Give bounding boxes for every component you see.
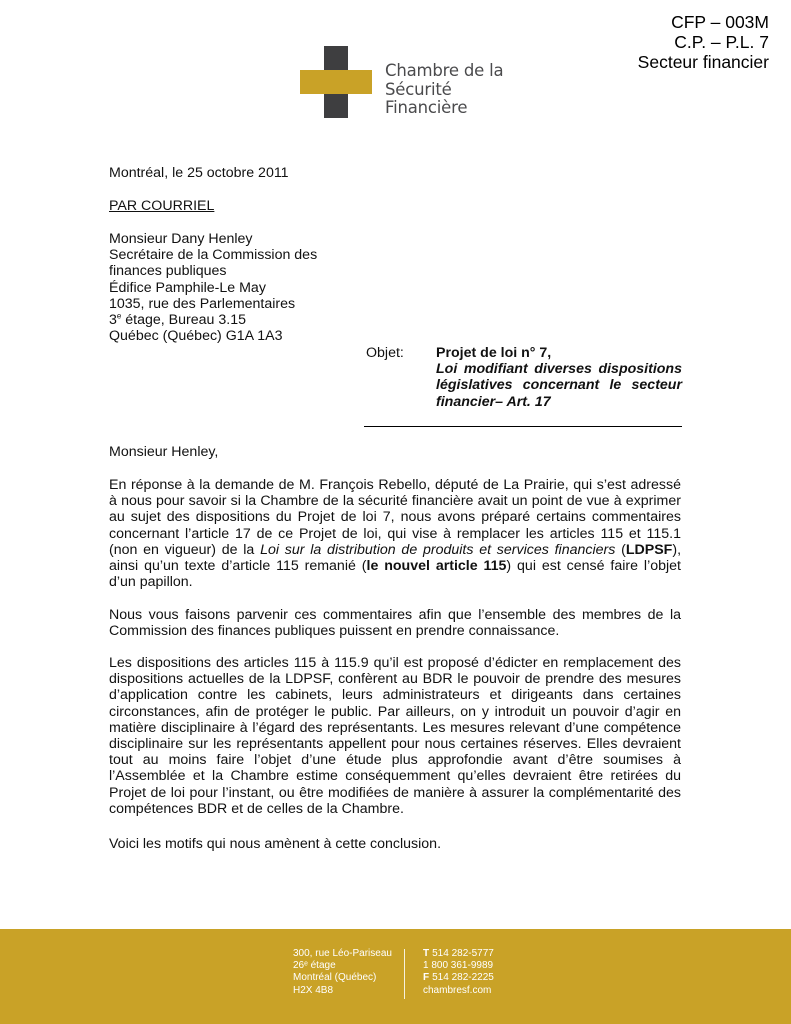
reference-sector: Secteur financier <box>637 52 769 72</box>
p1-law-name: Loi sur la distribution de produits et services financiers <box>260 541 616 558</box>
reference-bill: C.P. – P.L. 7 <box>674 32 769 52</box>
paragraph-2: Nous vous faisons parvenir ces commentaires afin que l’ensemble des membres de la Commission des finances publiques puissent en prendre connaissance. <box>109 607 681 640</box>
chambre-logo-icon <box>300 46 372 118</box>
p1-text-d: ) qui est censé faire l’objet d’un papillon. <box>109 558 681 591</box>
paragraph-4: Voici les motifs qui nous amènent à cette conclusion. <box>109 836 442 852</box>
floor-rest: étage, Bureau 3.15 <box>121 312 246 329</box>
footer-website[interactable]: chambresf.com <box>423 984 492 996</box>
document-reference <box>638 12 769 72</box>
reference-code: CFP – 003M <box>671 12 769 32</box>
footer-tollfree: 1 800 361-9989 <box>423 960 494 972</box>
footer-phone <box>423 948 494 960</box>
recipient-address <box>109 231 317 344</box>
subject-bill: Projet de loi n° 7, <box>436 345 552 361</box>
floor-suffix: e <box>116 311 122 321</box>
logo-line-2: Sécurité <box>385 79 452 99</box>
paragraph-1 <box>109 477 681 590</box>
recipient-name: Monsieur Dany Henley <box>109 231 253 247</box>
subject-divider <box>364 426 682 427</box>
subject-body <box>436 345 682 410</box>
footer-address-line: 26ᵉ étage <box>293 960 336 972</box>
p1-acronym: LDPSF <box>625 541 673 558</box>
footer-fax <box>423 972 494 984</box>
footer-address-line: 300, rue Léo-Pariseau <box>293 948 392 959</box>
footer-contact <box>423 948 494 997</box>
p1-new-article: le nouvel article 115 <box>366 558 507 575</box>
letter-date: Montréal, le 25 octobre 2011 <box>109 165 289 181</box>
logo-line-1: Chambre de la <box>385 61 504 80</box>
subject-title-line <box>436 361 682 410</box>
footer-separator <box>404 949 405 999</box>
logo-wordmark <box>385 62 503 118</box>
p1-text-b: ( <box>615 541 626 558</box>
recipient-city: Québec (Québec) G1A 1A3 <box>109 328 283 345</box>
subject-law-title: Loi modifiant diverses dispositions législatives concernant le secteur financier <box>436 361 682 410</box>
footer-address <box>293 948 392 997</box>
recipient-title-line-2: finances publiques <box>109 263 227 280</box>
footer-address-line: Montréal (Québec) <box>293 972 377 984</box>
letterhead-footer <box>0 929 791 1024</box>
salutation: Monsieur Henley, <box>109 444 219 460</box>
logo-line-3: Financière <box>385 98 468 117</box>
p1-text-c: ), ainsi qu’un texte d’article 115 remanié ( <box>109 541 682 575</box>
fax-label: F <box>423 972 430 984</box>
subject-label: Objet: <box>366 345 404 361</box>
floor-number: 3 <box>109 312 117 329</box>
subject-article: – Art. 17 <box>495 393 551 410</box>
recipient-building: Édifice Pamphile-Le May <box>109 279 266 296</box>
phone-number: 514 282-5777 <box>432 948 494 959</box>
recipient-street: 1035, rue des Parlementaires <box>109 295 296 312</box>
paragraph-3: Les dispositions des articles 115 à 115.9 qu’il est proposé d’édicter en remplacement des dispositions actuelles de la LDPSF, confèrent au BDR le pouvoir de prendre des mesures d’application contre les cabinets, leurs administrateurs et dirigeants dans certaines circonstances, afin de protéger le public. Par ailleurs, on y introduit un pouvoir d’agir en matière disciplinaire à l’égard des représentants. Les mesures relevant d’une compétence disciplinaire sur les représentants appellent pour nous certaines réserves. Elles devraient tout au moins faire l’objet d’une étude plus approfondie avant d’être soumises à l’Assemblée et la Chambre estime conséquemment qu’elles devraient être retirées du Projet de loi pour l’instant, ou être modifiées de manière à assurer la complémentarité des compétences BDR et de celles de la Chambre. <box>109 655 681 817</box>
p1-text-a: En réponse à la demande de M. François Rebello, député de La Prairie, qui s’est adressé à nous pour savoir si la Chambre de la sécurité financière avait un point de vue à exprimer au sujet des dispositions du Projet de loi 7, nous avons préparé certains commentaires concernant l’article 17 de ce Projet de loi, qui vise à remplacer les articles 115 et 115.1 (non en vigueur) de la <box>109 477 681 558</box>
phone-label: T <box>423 948 430 959</box>
recipient-title-line-1: Secrétaire de la Commission des <box>109 247 318 264</box>
fax-number: 514 282-2225 <box>432 972 494 984</box>
footer-address-line: H2X 4B8 <box>293 984 334 996</box>
delivery-method: PAR COURRIEL <box>109 198 215 214</box>
recipient-floor <box>109 312 317 328</box>
